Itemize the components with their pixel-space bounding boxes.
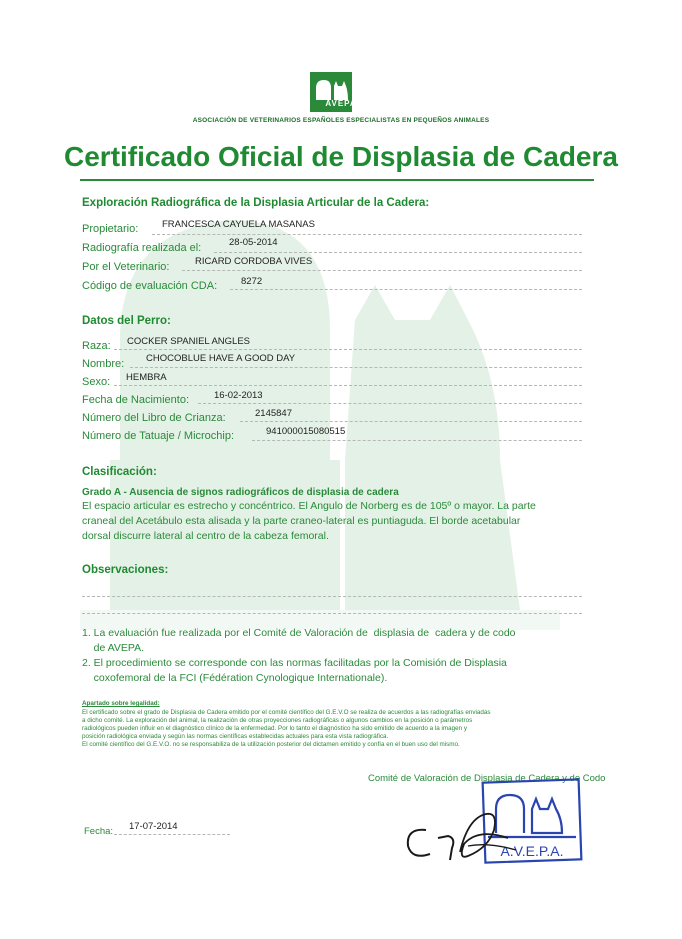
organization-name: ASOCIACIÓN DE VETERINARIOS ESPAÑOLES ESPECIALISTAS EN PEQUEÑOS ANIMALES (192, 117, 490, 124)
observations-line-1 (82, 596, 582, 597)
birth-date-label: Fecha de Nacimiento: (82, 394, 189, 406)
microchip-label: Número de Tatuaje / Microchip: (82, 430, 235, 442)
breeding-book-label: Número del Libro de Crianza: (82, 412, 226, 424)
classification-heading: Clasificación: (82, 466, 157, 478)
breed-line (114, 349, 582, 350)
date-label: Fecha: (84, 826, 114, 837)
note-1-line-1: 1. La evaluación fue realizada por el Comité de Valoración de displasia de cadera y de codo (82, 627, 516, 639)
legal-line-4: posición radiológica enviada y según las normas científicas establecidas actuales para esta vista radiográfica. (82, 733, 389, 740)
radiograph-date-label: Radiografía realizada el: (82, 242, 202, 254)
exploration-heading: Exploración Radiográfica de la Displasia Articular de la Cadera: (82, 197, 430, 209)
certificate-title: Certificado Oficial de Displasia de Cadera (64, 141, 618, 172)
veterinarian-label: Por el Veterinario: (82, 261, 170, 273)
grade-description-line-3: dorsal discurre lateral al centro de la cabeza femoral. (82, 530, 329, 542)
sex-line (114, 385, 582, 386)
owner-value: FRANCESCA CAYUELA MASANAS (162, 219, 315, 230)
microchip-value: 941000015080515 (266, 426, 346, 437)
evaluation-code-value: 8272 (241, 276, 263, 287)
title-rule (80, 179, 594, 181)
name-label: Nombre: (82, 358, 125, 370)
breed-value: COCKER SPANIEL ANGLES (127, 336, 251, 347)
grade-description-line-1: El espacio articular es estrecho y concéntrico. El Angulo de Norberg es de 105º o mayor. La parte (82, 500, 536, 512)
birth-date-line (198, 403, 582, 404)
radiograph-date-line (214, 252, 582, 253)
breeding-book-value: 2145847 (255, 408, 292, 419)
breeding-book-line (240, 421, 582, 422)
veterinarian-line (182, 270, 582, 271)
note-2-line-1: 2. El procedimiento se corresponde con las normas facilitadas por la Comisión de Displasia (82, 657, 507, 669)
note-2-line-2: coxofemoral de la FCI (Fédération Cynologique Internationale). (82, 672, 388, 684)
name-line (130, 367, 582, 368)
evaluation-code-label: Código de evaluación CDA: (82, 280, 218, 292)
observations-heading: Observaciones: (82, 564, 169, 576)
evaluation-code-line (230, 289, 582, 290)
signature (398, 808, 528, 868)
radiograph-date-value: 28-05-2014 (229, 237, 278, 248)
legal-line-1: El certificado sobre el grado de Displasia de Cadera emitido por el comité científico del G.E.V.O se realiza de acuerdos a las radiografías enviadas (82, 709, 491, 716)
stamp-text: A.V.E.P.A. (500, 843, 564, 859)
legal-line-5: El comité científico del G.E.V.O. no se responsabiliza de la utilización posterior del dictamen emitido y confía en el buen uso del mismo. (82, 741, 460, 748)
breed-label: Raza: (82, 340, 111, 352)
veterinarian-value: RICARD CORDOBA VIVES (195, 256, 313, 267)
observations-line-2 (82, 613, 582, 614)
birth-date-value: 16-02-2013 (214, 390, 263, 401)
sex-label: Sexo: (82, 376, 111, 388)
date-value: 17-07-2014 (129, 821, 178, 832)
logo-label: AVEPA (325, 99, 357, 108)
legal-heading: Apartado sobre legalidad: (82, 700, 160, 707)
owner-line (152, 234, 582, 235)
date-line (114, 834, 230, 835)
note-1-line-2: de AVEPA. (82, 642, 145, 654)
sex-value: HEMBRA (126, 372, 167, 383)
dog-heading: Datos del Perro: (82, 315, 171, 327)
committee-signature-label: Comité de Valoración de Displasia de Cadera y de Codo (368, 773, 606, 784)
legal-line-3: radiológicos pueden influir en el diagnóstico clínico de la enfermedad. Por lo tanto el diagnóstico ha sido emitido de acuerdo a la imagen y (82, 725, 468, 732)
owner-label: Propietario: (82, 223, 139, 235)
legal-line-2: a dicho comité. La exploración del animal, la realización de otras proyecciones radiográficas o algunos cambios en la posición o parámetros (82, 717, 473, 724)
microchip-line (252, 440, 582, 441)
grade-description-line-2: craneal del Acetábulo esta alisada y la parte craneo-lateral es puntiaguda. El borde acetabular (82, 515, 521, 527)
name-value: CHOCOBLUE HAVE A GOOD DAY (146, 353, 296, 364)
grade-label: Grado A - Ausencia de signos radiográficos de displasia de cadera (82, 487, 399, 498)
